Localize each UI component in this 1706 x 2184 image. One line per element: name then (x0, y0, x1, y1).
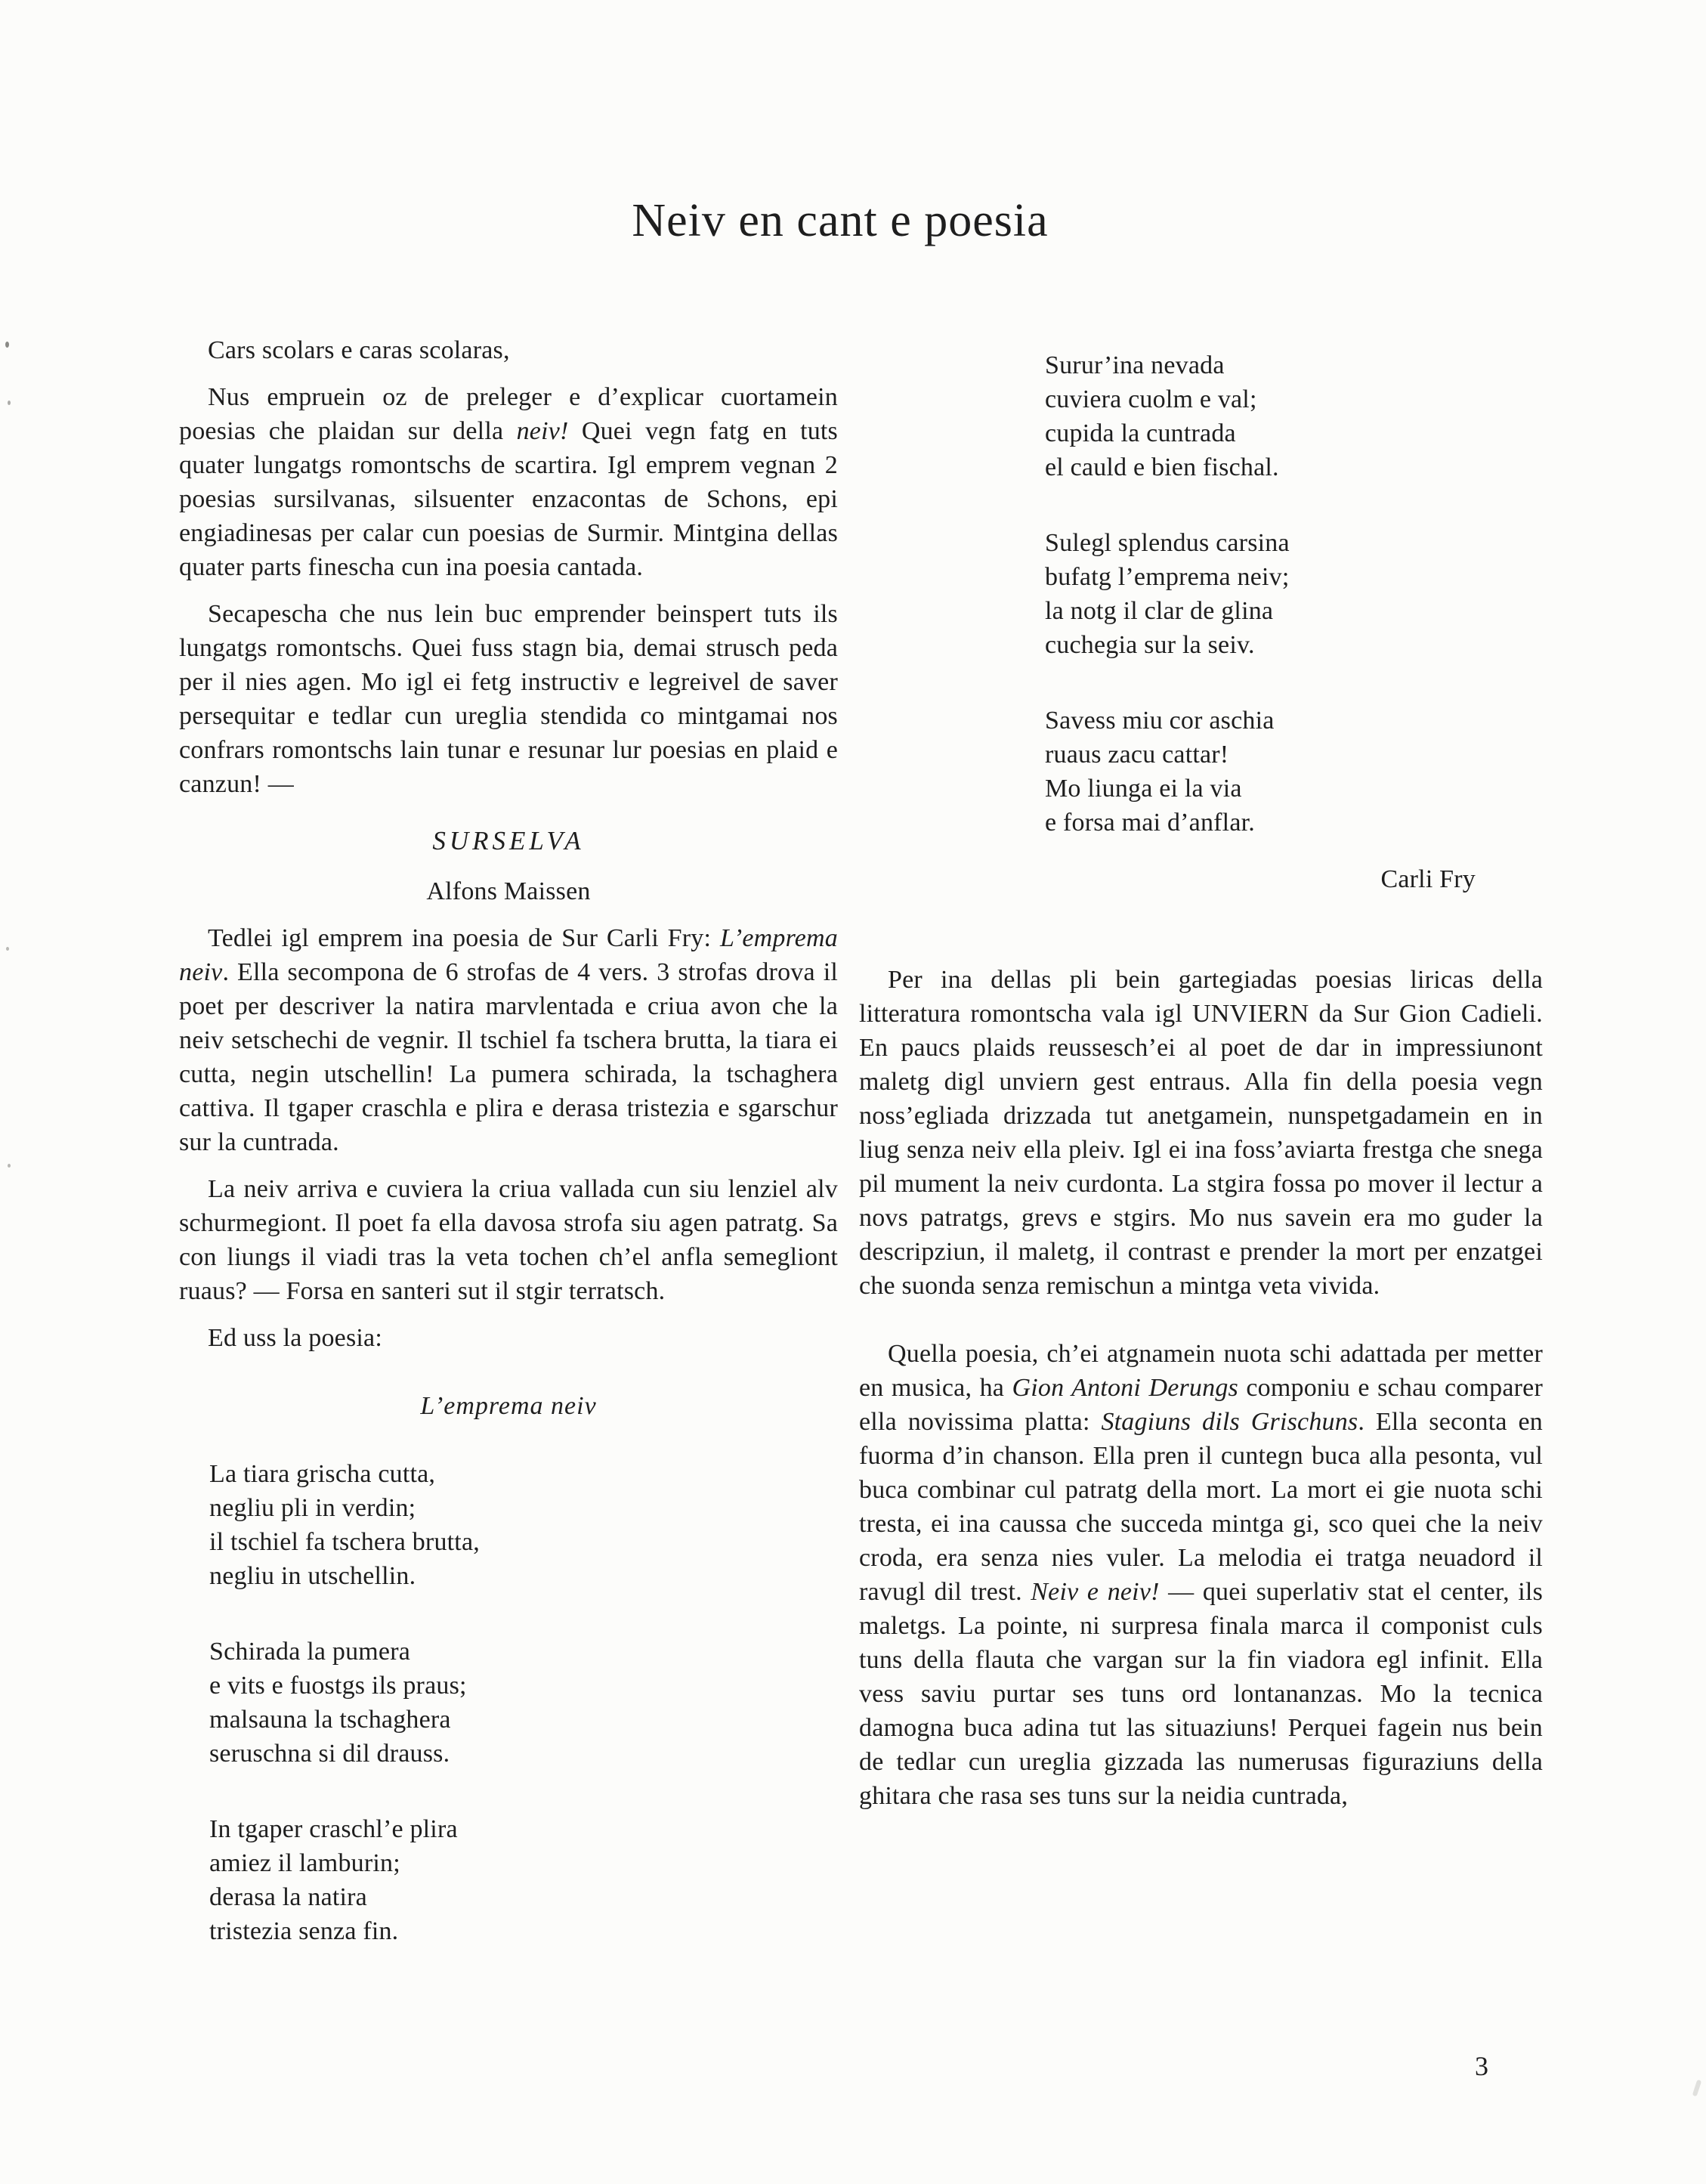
page-title: Neiv en cant e poesia (632, 195, 1049, 246)
poem-lemprema-neiv (209, 1457, 838, 1948)
two-column-layout (179, 333, 1706, 1948)
paragraph-la-neiv-arriva: La neiv arriva e cuviera la criua vallada cun siu lenziel alv schurmegiont. Il poet fa ella davosa strofa siu agen patratg. Sa con liungs il viadi tras la veta tochen ch’el anfla semegliont ruaus? — Forsa en santeri sut il stgir terratsch. (179, 1175, 838, 1306)
paragraph-tedlei: Tedlei igl emprem ina poesia de Sur Carli Fry: L’emprema neiv. Ella secompona de 6 strofas de 4 vers. 3 strofas drova il poet per descriver la natira marvlentada e criua avon che la neiv setschechi de vegnir. Il tschiel fa tschera brutta, la tiara ei cutta, negin utschellin! La pumera schirada, la tschaghera cattiva. Il tgaper craschla e plira e derasa tristezia e sgarschur sur la cuntrada. (179, 924, 838, 1157)
poem-carli-fry (1045, 348, 1543, 840)
section-author: Alfons Maissen (426, 877, 591, 906)
poem-stanza: Savess miu cor aschia ruaus zacu cattar! Mo liunga ei la via e forsa mai d’anflar. (1045, 707, 1275, 837)
poem-lead-in: Ed uss la poesia: (208, 1324, 382, 1353)
paragraph-secapescha: Secapescha che nus lein buc emprender beinspert tuts ils lungatgs romontschs. Quei fuss stagn bia, demai strusch peda per il nies agen. Mo igl ei fetg instructiv e legreivel de saver persequitar e tedlar cun ureglia stendida co mintgamai nos confrars romontschs lain tunar e resunar lur poesias en plaid e canzun! — (179, 600, 838, 799)
page-number: 3 (1475, 2051, 1488, 2081)
paragraph-quella-poesia: Quella poesia, ch’ei atgnamein nuota schi adattada per metter en musica, ha Gion Antoni Derungs componiu e schau comparer ella novissima platta: Stagiuns dils Grischuns. Ella seconta en fuorma d’in chanson. Ella pren il cuntegn buca alla pesonta, vul buca combinar cul patratg della mort. La mort ei gie nuota schi tresta, ei ina caussa che succeda mintga gi, sco quei che la neiv croda, era senza nies vuler. La melodia ei tratga neuadord il ravugl dil trest. Neiv e neiv! — quei superlativ stat el center, ils maletgs. La pointe, ni surpresa finala marca il componist culs tuns della flauta che vargan sur la fin viadora egl infinit. Ella vess saviu purtar ses tuns ord lontananzas. Mo la tecnica damogna buca adina tut las situaziuns! Perquei fagein nus bein de tedlar cun ureglia gizzada las numerusas figuraziuns della ghitara che rasa ses tuns sur la neidia cuntrada, (859, 1340, 1543, 1811)
poem-stanza: Schirada la pumera e vits e fuostgs ils praus; malsauna la tschaghera seruschna si dil drauss. (209, 1638, 467, 1768)
poem-stanza: Surur’ina nevada cuviera cuolm e val; cupida la cuntrada el cauld e bien fischal. (1045, 351, 1279, 482)
poem-title: L’emprema neiv (420, 1392, 597, 1421)
paragraph-unviern: Per ina dellas pli bein gartegiadas poesias liricas della litteratura romontscha vala igl UNVIERN da Sur Gion Cadieli. En paucs plaids reussesch’ei al poet de dar in impressiunont maletg digl unviern gest entraus. Alla fin della poesia vegn noss’egliada drizzada tut anetgamein, nunspetgadamein en in liug senza neiv ella pleiv. Igl ei ina foss’aviarta frestga che snega pil mument la neiv curdonta. La stgira fossa po mover il lectur a novs patratgs, grevs e stgirs. Mo nus savein era mo guder la descripziun, il maletg, il contrast e prender la mort per enzatgei che suonda senza remischun a mintga veta vivida. (859, 966, 1543, 1301)
scan-speck (1692, 2080, 1702, 2097)
left-column (179, 333, 838, 1948)
poem-stanza: La tiara grischa cutta, negliu pli in verdin; il tschiel fa tschera brutta, negliu in utschellin. (209, 1460, 480, 1591)
scan-speck (8, 401, 11, 405)
salutation: Cars scolars e caras scolaras, (208, 336, 510, 365)
paragraph-intro: Nus empruein oz de preleger e d’explicar cuortamein poesias che plaidan sur della neiv! Quei vegn fatg en tuts quater lungatgs romontschs de scartira. Igl emprem vegnan 2 poesias sursilvanas, silsuenter enzacontas de Schons, epi engiadinesas per calar cun poesias de Surmir. Mintgina dellas quater parts finescha cun ina poesia cantada. (179, 383, 838, 582)
scan-speck (6, 947, 9, 951)
scan-speck (5, 342, 9, 348)
right-column (859, 333, 1543, 1813)
section-heading-surselva: SURSELVA (432, 826, 585, 856)
poem-attribution: Carli Fry (1380, 865, 1476, 894)
scan-speck (8, 1164, 11, 1168)
poem-stanza: Sulegl splendus carsina bufatg l’emprema neiv; la notg il clar de glina cuchegia sur la seiv. (1045, 529, 1290, 660)
poem-stanza: In tgaper craschl’e plira amiez il lamburin; derasa la natira tristezia senza fin. (209, 1815, 458, 1946)
